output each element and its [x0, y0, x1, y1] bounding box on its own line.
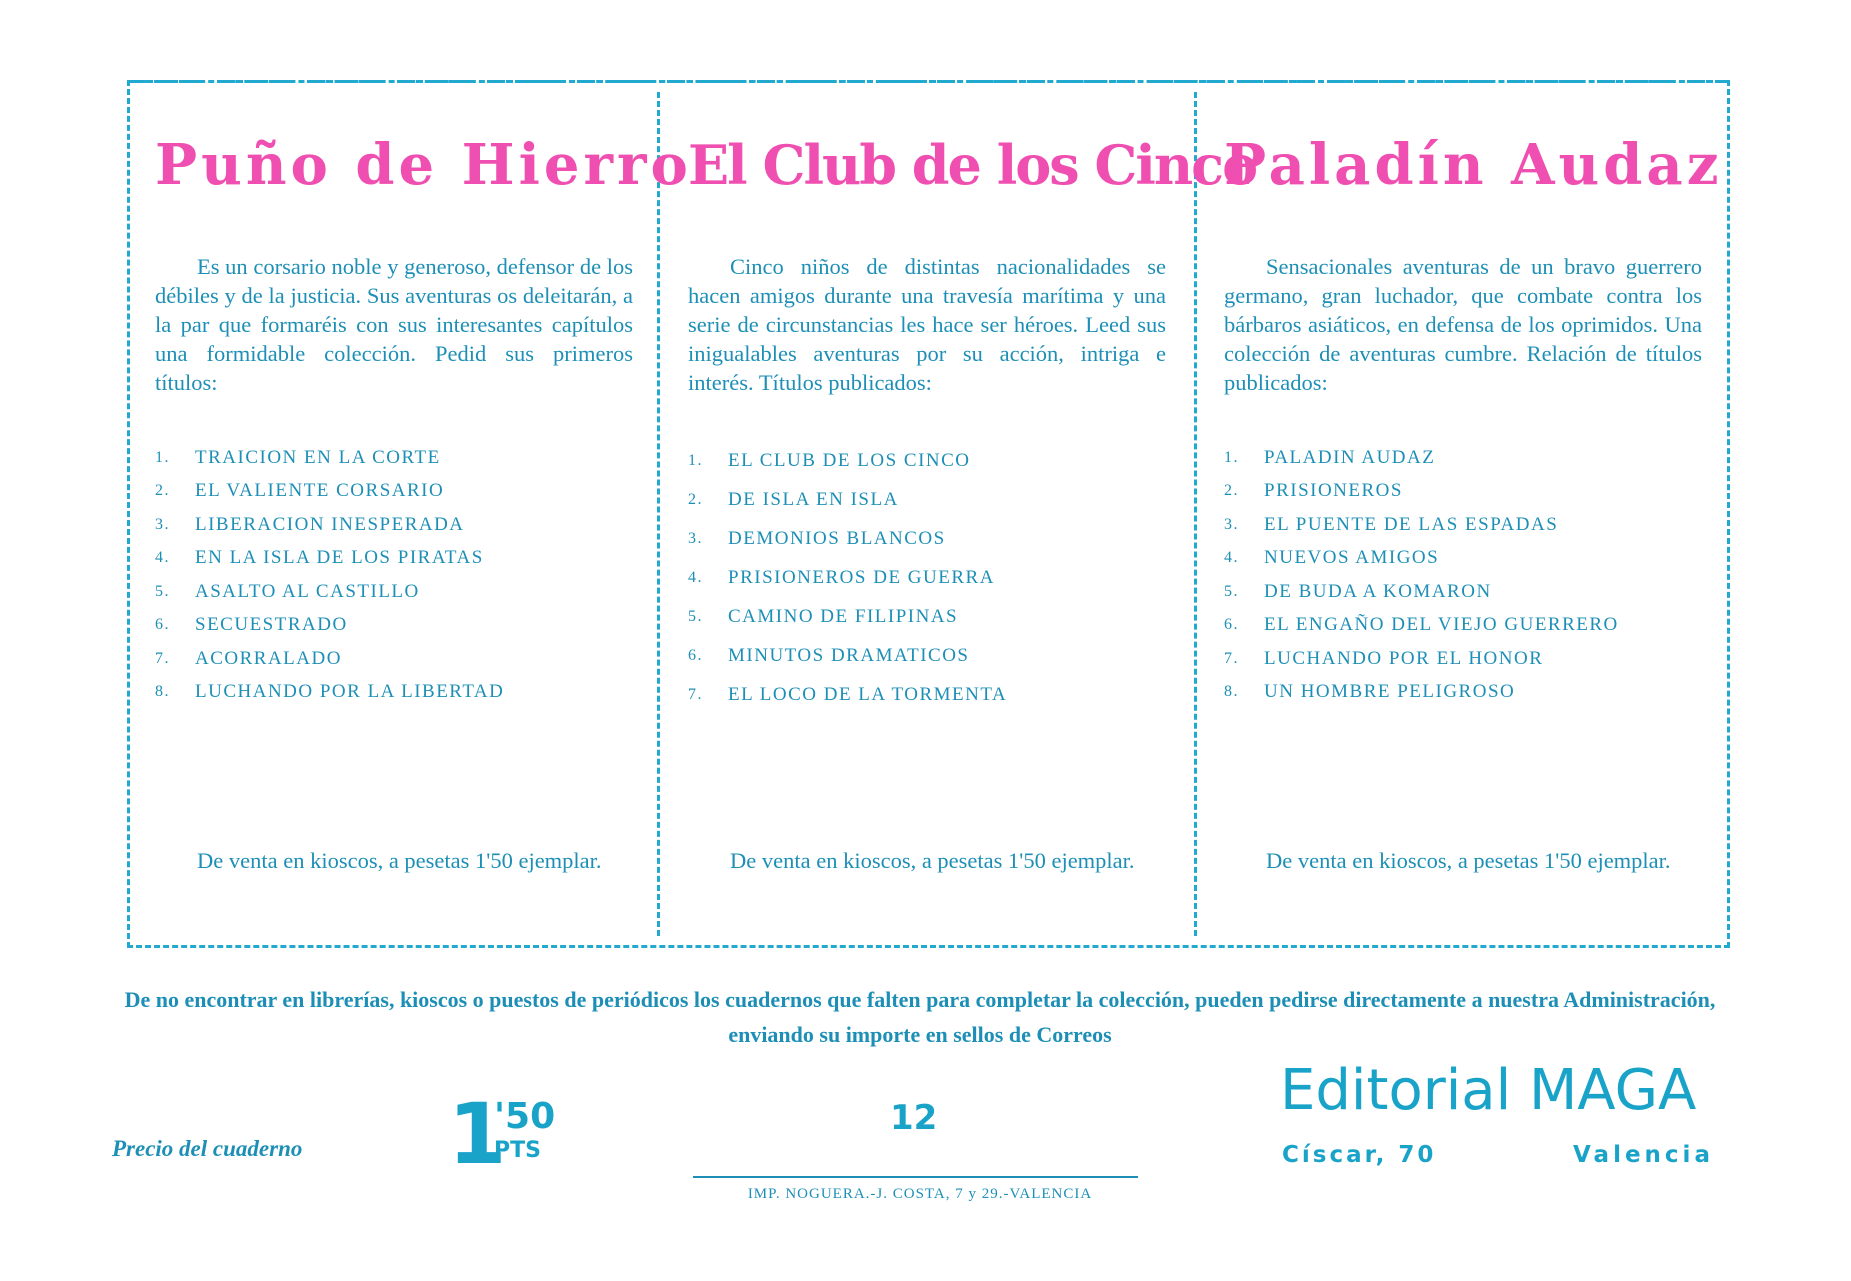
list-item: 3. LIBERACION INESPERADA — [155, 513, 465, 535]
list-item: 2. PRISIONEROS — [1224, 480, 1403, 502]
column-puno-de-hierro — [155, 130, 692, 920]
list-item: 6. EL ENGAÑO DEL VIEJO GUERRERO — [1224, 614, 1619, 636]
publisher-address: Císcar, 70 — [1282, 1142, 1437, 1168]
list-item: 6. MINUTOS DRAMATICOS — [688, 644, 970, 666]
column-paladin-audaz — [1224, 130, 1723, 920]
price-currency: PTS — [494, 1138, 541, 1163]
list-item: 1. TRAICION EN LA CORTE — [155, 446, 441, 468]
list-item: 1. EL CLUB DE LOS CINCO — [688, 449, 971, 471]
column-divider-2 — [1194, 92, 1197, 936]
list-item: 2. DE ISLA EN ISLA — [688, 488, 899, 510]
publisher-name: Editorial MAGA — [1280, 1058, 1697, 1123]
printer-divider — [693, 1176, 1138, 1178]
list-item: 2. EL VALIENTE CORSARIO — [155, 480, 445, 502]
column-divider-1 — [657, 92, 660, 936]
title-list — [1224, 441, 1702, 709]
list-item: 8. LUCHANDO POR LA LIBERTAD — [155, 681, 505, 703]
series-description: Cinco niños de distintas nacionalidades se hacen amigos durante una travesía marítima y una serie de circunstancias les hace ser héroes. Leed sus inigualables aventuras por su acción, intriga e interés. Títulos publicados: — [688, 254, 1166, 395]
price-decimal: '50 — [494, 1096, 556, 1137]
price-note: De venta en kioscos, a pesetas 1'50 ejemplar. — [730, 848, 1135, 873]
series-title: Paladín Audaz — [1224, 132, 1723, 198]
list-item: 3. EL PUENTE DE LAS ESPADAS — [1224, 513, 1559, 535]
series-title: El Club de los Cinco — [688, 133, 1257, 197]
list-item: 4. NUEVOS AMIGOS — [1224, 547, 1440, 569]
price-label: Precio del cuaderno — [112, 1136, 303, 1161]
list-item: 8. UN HOMBRE PELIGROSO — [1224, 681, 1516, 703]
list-item: 6. SECUESTRADO — [155, 614, 348, 636]
list-item: 7. EL LOCO DE LA TORMENTA — [688, 683, 1008, 705]
series-description: Sensacionales aventuras de un bravo guerrero germano, gran luchador, que combate contra los bárbaros asiáticos, en defensa de los oprimidos. Una colección de aventuras cumbre. Relación de títulos publicados: — [1224, 254, 1702, 395]
list-item: 7. ACORRALADO — [155, 647, 342, 669]
list-item: 5. ASALTO AL CASTILLO — [155, 580, 420, 602]
order-notice: De no encontrar en librerías, kioscos o puestos de periódicos los cuadernos que falten para completar la colección, pueden pedirse directamente a nuestra Administración, enviando su importe en sellos de Correos — [124, 987, 1716, 1047]
page-number: 12 — [890, 1098, 938, 1138]
list-item: 1. PALADIN AUDAZ — [1224, 446, 1436, 468]
price-whole: 1 — [448, 1085, 507, 1183]
list-item: 5. CAMINO DE FILIPINAS — [688, 605, 959, 627]
price-note: De venta en kioscos, a pesetas 1'50 ejemplar. — [1266, 848, 1671, 873]
price-note: De venta en kioscos, a pesetas 1'50 ejemplar. — [197, 848, 602, 873]
series-title: Puño de Hierro — [155, 132, 692, 198]
printer-imprint: IMP. NOGUERA.-J. COSTA, 7 y 29.-VALENCIA — [747, 1186, 1093, 1202]
price-display — [448, 1085, 556, 1183]
list-item: 5. DE BUDA A KOMARON — [1224, 580, 1492, 602]
list-item: 4. EN LA ISLA DE LOS PIRATAS — [155, 547, 484, 569]
publisher-city: Valencia — [1573, 1142, 1714, 1168]
title-list — [688, 441, 1166, 714]
list-item: 3. DEMONIOS BLANCOS — [688, 527, 946, 549]
list-item: 4. PRISIONEROS DE GUERRA — [688, 566, 995, 588]
list-item: 7. LUCHANDO POR EL HONOR — [1224, 647, 1544, 669]
column-club-de-los-cinco — [688, 130, 1257, 920]
title-list — [155, 441, 633, 709]
series-description: Es un corsario noble y generoso, defensor de los débiles y de la justicia. Sus aventuras os deleitarán, a la par que formaréis con sus interesantes capítulos una formidable colección. Pedid sus primeros títulos: — [155, 254, 633, 395]
